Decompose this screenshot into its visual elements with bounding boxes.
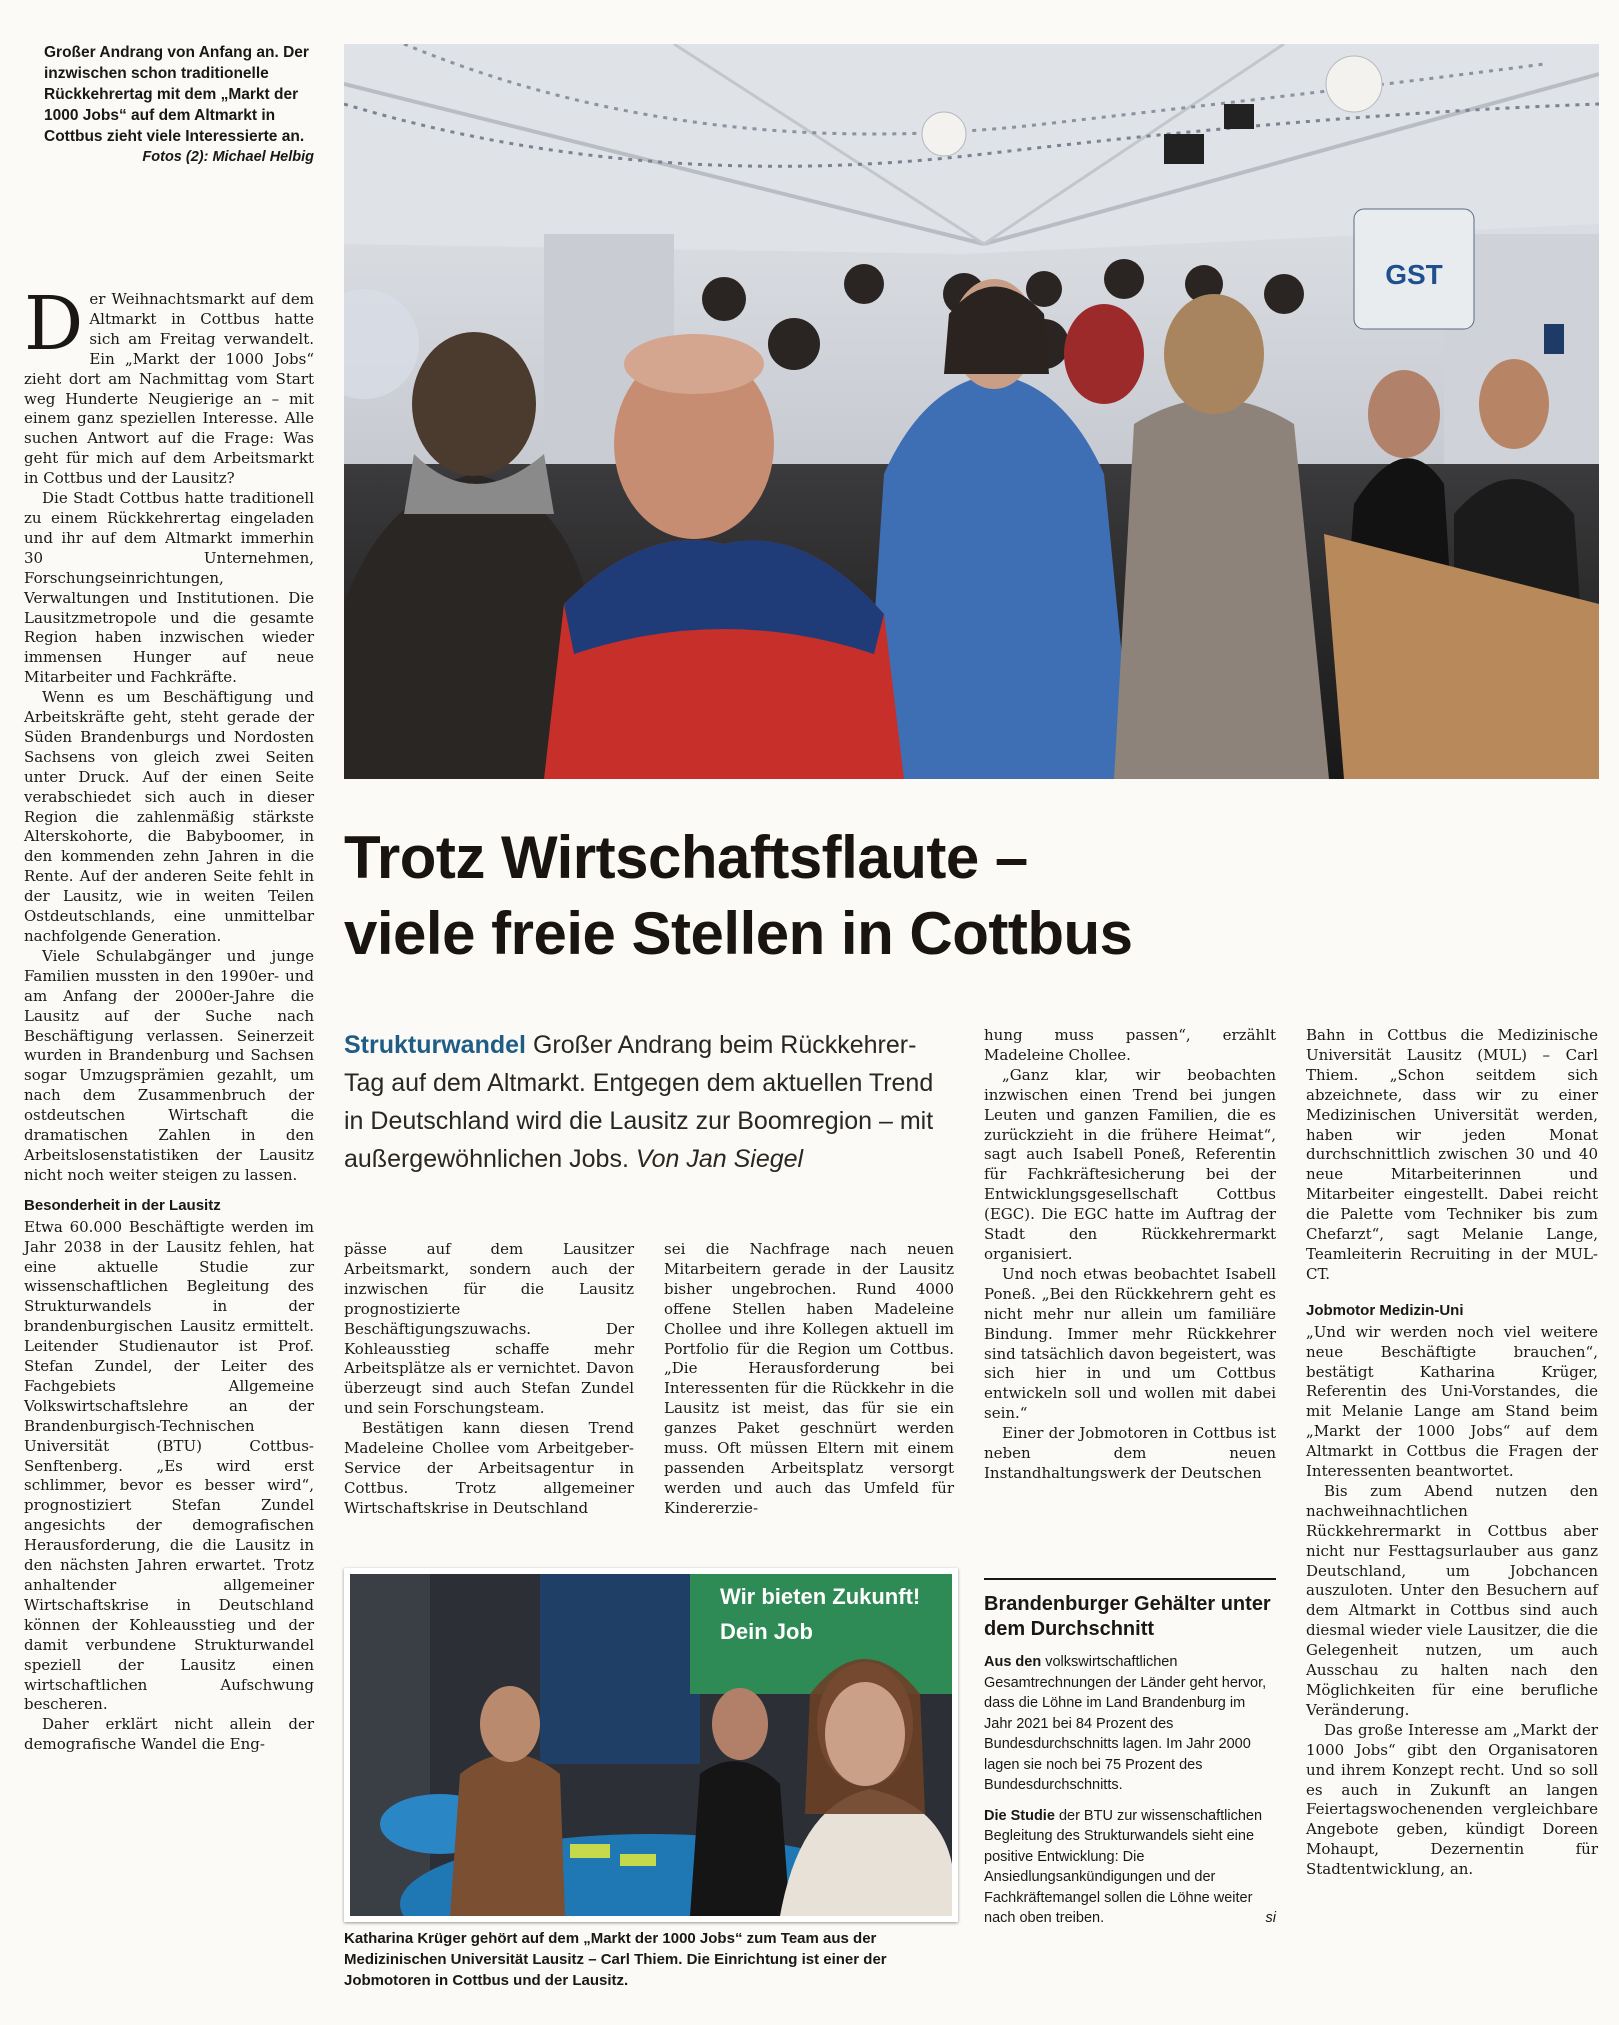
col1-p2: Die Stadt Cottbus hatte traditionell zu einem Rückkehrertag eingeladen und ihr auf dem Altmarkt immerhin 30 Unternehmen, Forschungseinrichtungen, Verwaltungen und Institutionen. Die Lausitzmetropole und die gesamte Region haben inzwischen wieder immensen Hunger auf neue Mitarbeiter und Fachkräfte.: [24, 489, 314, 687]
col4-p2: „Ganz klar, wir beobachten inzwischen einen Trend bei jungen Leuten und ganzen Familien, die es zurückzieht in die frühere Heimat“, sagt auch Isabell Poneß, Referentin für Fachkräftesicherung bei der Entwicklungsgesellschaft Cottbus (EGC). Die EGC hatte im Auftrag der Stadt den Rückkehrermarkt organisiert.: [984, 1065, 1276, 1263]
banner-text: Wir bieten Zukunft!: [720, 1584, 921, 1609]
col1-p1: er Weihnachtsmarkt auf dem Altmarkt in Cottbus hatte sich am Freitag verwandelt. Ein „Markt der 1000 Jobs“ zieht dort am Nachmittag vom Start weg Hunderte Neugierige an – mit einem ganz speziellen Interesse. Alle suchen Antwort auf die Frage: Was geht für mich auf dem Arbeitsmarkt in Cottbus und der Lausitz?: [24, 290, 314, 488]
col1-p4: Viele Schulabgänger und junge Familien mussten in den 1990er- und am Anfang der 2000er-Jahre die Lausitz auf der Suche nach Beschäftigung verlassen. Seinerzeit wurden in Brandenburg und Sachsen sogar Umzugsprämien gezahlt, um nach dem Zusammenbruch der ostdeutschen Wirtschaft die dramatischen Zahlen in den Arbeitslosenstatistiken der Lausitz nicht noch weiter steigen zu lassen.: [24, 946, 314, 1184]
author-byline: Von Jan Siegel: [635, 1145, 804, 1173]
info-box-p1: [984, 1652, 1276, 1796]
column-4: [984, 1026, 1276, 1484]
lead-paragraph: [344, 1026, 934, 1178]
drop-cap: D: [24, 281, 84, 367]
col3-p1: sei die Nachfrage nach neuen Mitarbeitern gerade in der Lausitz bisher ungebrochen. Rund 4000 offene Stellen haben Madeleine Chollee und ihre Kollegen aktuell im Portfolio für die Region um Cottbus. „Die Herausforderung bei Interessenten für die Rückkehr in die Lausitz ist meist, das für sie ein ganzes Paket geschnürt werden muss. Oft müssen Eltern mit einem passenden Arbeitsplatz versorgt werden und auch das Umfeld für Kindererzie-: [664, 1240, 954, 1517]
info-box-p2-lead: Die Studie: [984, 1807, 1055, 1824]
column-5: [1306, 1026, 1598, 1880]
col2-p2: Bestätigen kann diesen Trend Madeleine Chollee vom Arbeitgeber-Service der Arbeitsagentur in Cottbus. Trotz allgemeiner Wirtschaftskrise in Deutschland: [344, 1419, 634, 1517]
col5-p4: Das große Interesse am „Markt der 1000 Jobs“ gibt den Organisatoren und ihrem Konzept recht. Und so soll es auch in Zukunft an langen Feiertagswochenenden vergleichbare Angebote geben, kündigt Doreen Mohaupt, Dezernentin für Stadtentwicklung, an.: [1306, 1720, 1598, 1879]
small-photo: [344, 1568, 958, 1922]
col5-p1: Bahn in Cottbus die Medizinische Universität Lausitz (MUL) – Carl Thiem. „Schon seitdem sich abzeichnete, dass wir zu einer Medizinischen Universität werden, haben wir jeden Monat durchschnittlich zwischen 30 und 40 neue Mitarbeiterinnen und Mitarbeiter eingestellt. Dabei reicht die Palette vom Techniker bis zum Chefarzt“, sagt Melanie Lange, Teamleiterin Recruiting in der MUL-CT.: [1306, 1026, 1598, 1283]
col4-p1: hung muss passen“, erzählt Madeleine Chollee.: [984, 1026, 1276, 1064]
col2-p1: pässe auf dem Lausitzer Arbeitsmarkt, sondern auch der inzwischen für die Lausitz prognostizierte Beschäftigungszuwachs. Der Kohleausstieg schaffe mehr Arbeitsplätze als er vernichtet. Davon überzeugt sind auch Stefan Zundel und sein Forschungsteam.: [344, 1240, 634, 1418]
gst-sign: GST: [1385, 259, 1443, 290]
info-box-title: Brandenburger Gehälter unter dem Durchschnitt: [984, 1593, 1271, 1640]
lead-text: Großer Andrang beim Rückkehrer-Tag auf dem Altmarkt. Entgegen dem aktuellen Trend in Deutschland wird die Lausitz zur Boomregion – mit außergewöhnlichen Jobs.: [344, 1031, 934, 1173]
info-box-p2-text: der BTU zur wissenschaftlichen Begleitung des Strukturwandels sieht eine positive Entwicklung: Die Ansiedlungsankündigungen und der Fachkräftemangel sollen die Löhne weiter nach oben treiben.: [984, 1807, 1263, 1926]
subhead-besonderheit: Besonderheit in der Lausitz: [24, 1196, 221, 1214]
headline-line-1: Trotz Wirtschaftsflaute –: [344, 824, 1028, 891]
headline-line-2: viele freie Stellen in Cottbus: [344, 900, 1133, 967]
col1-p6: Daher erklärt nicht allein der demografische Wandel die Eng-: [24, 1715, 314, 1754]
top-caption-text: Großer Andrang von Anfang an. Der inzwischen schon traditionelle Rückkehrertag mit dem „Markt der 1000 Jobs“ auf dem Altmarkt in Cottbus zieht viele Interessierte an.: [44, 44, 309, 145]
banner-text-2: Dein Job: [720, 1619, 813, 1644]
col5-p2: „Und wir werden noch viel weitere neue Beschäftigte brauchen“, bestätigt Katharina Krüger, Referentin des Uni-Vorstandes, die mit Melanie Lange am Stand beim „Markt der 1000 Jobs“ auf dem Altmarkt in Cottbus die Fragen der Interessenten beantwortet.: [1306, 1322, 1598, 1481]
col5-p3: Bis zum Abend nutzen den nachweihnachtlichen Rückkehrermarkt in Cottbus aber nicht nur Festtagsurlauber aus ganz Deutschland, um Jobchancen auszuloten. Unter den Besuchern auf dem Altmarkt in Cottbus sind auch diesmal wieder viele Lausitzer, die die Gelegenheit nutzen, um auch Ausschau zu halten nach den Möglichkeiten für eine berufliche Veränderung.: [1306, 1481, 1598, 1719]
small-photo-image: [350, 1574, 952, 1916]
info-box-p2: [984, 1806, 1276, 1929]
col4-p4: Einer der Jobmotoren in Cottbus ist neben dem neuen Instandhaltungswerk der Deutschen: [984, 1424, 1276, 1482]
main-photo-image: [344, 44, 1599, 779]
top-photo-caption: [44, 42, 314, 168]
col4-p3: Und noch etwas beobachtet Isabell Poneß. „Bei den Rückkehrern geht es nicht mehr nur allein um familiäre Bindung. Immer mehr Rückkehrer sind tatsächlich davon begeistert, was sich hier in und um Cottbus entwickeln soll und wollen mit dabei sein.“: [984, 1264, 1276, 1423]
col1-p3: Wenn es um Beschäftigung und Arbeitskräfte geht, steht gerade der Süden Brandenburgs und Nordosten Sachsens von gleich zwei Seiten unter Druck. Auf der einen Seite verabschiedet sich auch in dieser Region die zahlenmäßig stärkste Alterskohorte, die Babyboomer, in den kommenden zehn Jahren in die Rente. Auf der anderen Seite fehlt in der Lausitz, wie in weiten Teilen Ostdeutschlands, eine unmittelbar nachfolgende Generation.: [24, 688, 314, 945]
col1-p5: Etwa 60.000 Beschäftigte werden im Jahr 2038 in der Lausitz fehlen, hat eine aktuelle Studie zur wissenschaftlichen Begleitung des Strukturwandels in der brandenburgischen Lausitz ermittelt. Leitender Studienautor ist Prof. Stefan Zundel, der Leiter des Fachgebiets Allgemeine Volkswirtschaftslehre an der Brandenburgisch-Technischen Universität (BTU) Cottbus-Senftenberg. „Es wird erst schlimmer, bevor es besser wird“, prognostiziert Stefan Zundel angesichts der demografischen Herausforderung, die die Lausitz in den nächsten Jahren erwartet. Trotz anhaltender allgemeiner Wirtschaftskrise in Deutschland können der Kohleausstieg und der damit verbundene Strukturwandel speziell der Lausitz einen wirtschaftlichen Aufschwung bescheren.: [24, 1217, 314, 1714]
rubric-label: Strukturwandel: [344, 1031, 526, 1059]
info-box-p1-lead: Aus den: [984, 1654, 1042, 1670]
info-box-p1-text: volkswirtschaftlichen Gesamtrechnungen der Länder geht hervor, dass die Löhne im Land Brandenburg im Jahr 2021 bei 84 Prozent des Bundesdurchschnitts lagen. Im Jahr 2000 lagen sie noch bei 75 Prozent des Bundesdurchschnitts.: [984, 1654, 1267, 1793]
column-2: [344, 1240, 634, 1519]
photo-credit: Fotos (2): Michael Helbig: [142, 149, 314, 165]
author-initials: si: [1265, 1910, 1276, 1926]
main-photo: [344, 44, 1599, 779]
subhead-jobmotor: Jobmotor Medizin-Uni: [1306, 1301, 1464, 1319]
paragraph: [24, 281, 314, 489]
info-box-body: [984, 1580, 1276, 1929]
column-3: [664, 1240, 954, 1519]
info-box: [984, 1578, 1276, 1939]
headline: [344, 820, 1604, 972]
small-photo-caption: Katharina Krüger gehört auf dem „Markt der 1000 Jobs“ zum Team aus der Medizinischen Universität Lausitz – Carl Thiem. Die Einrichtung ist einer der Jobmotoren in Cottbus und der Lausitz.: [344, 1930, 887, 1989]
column-1: [24, 281, 314, 1755]
